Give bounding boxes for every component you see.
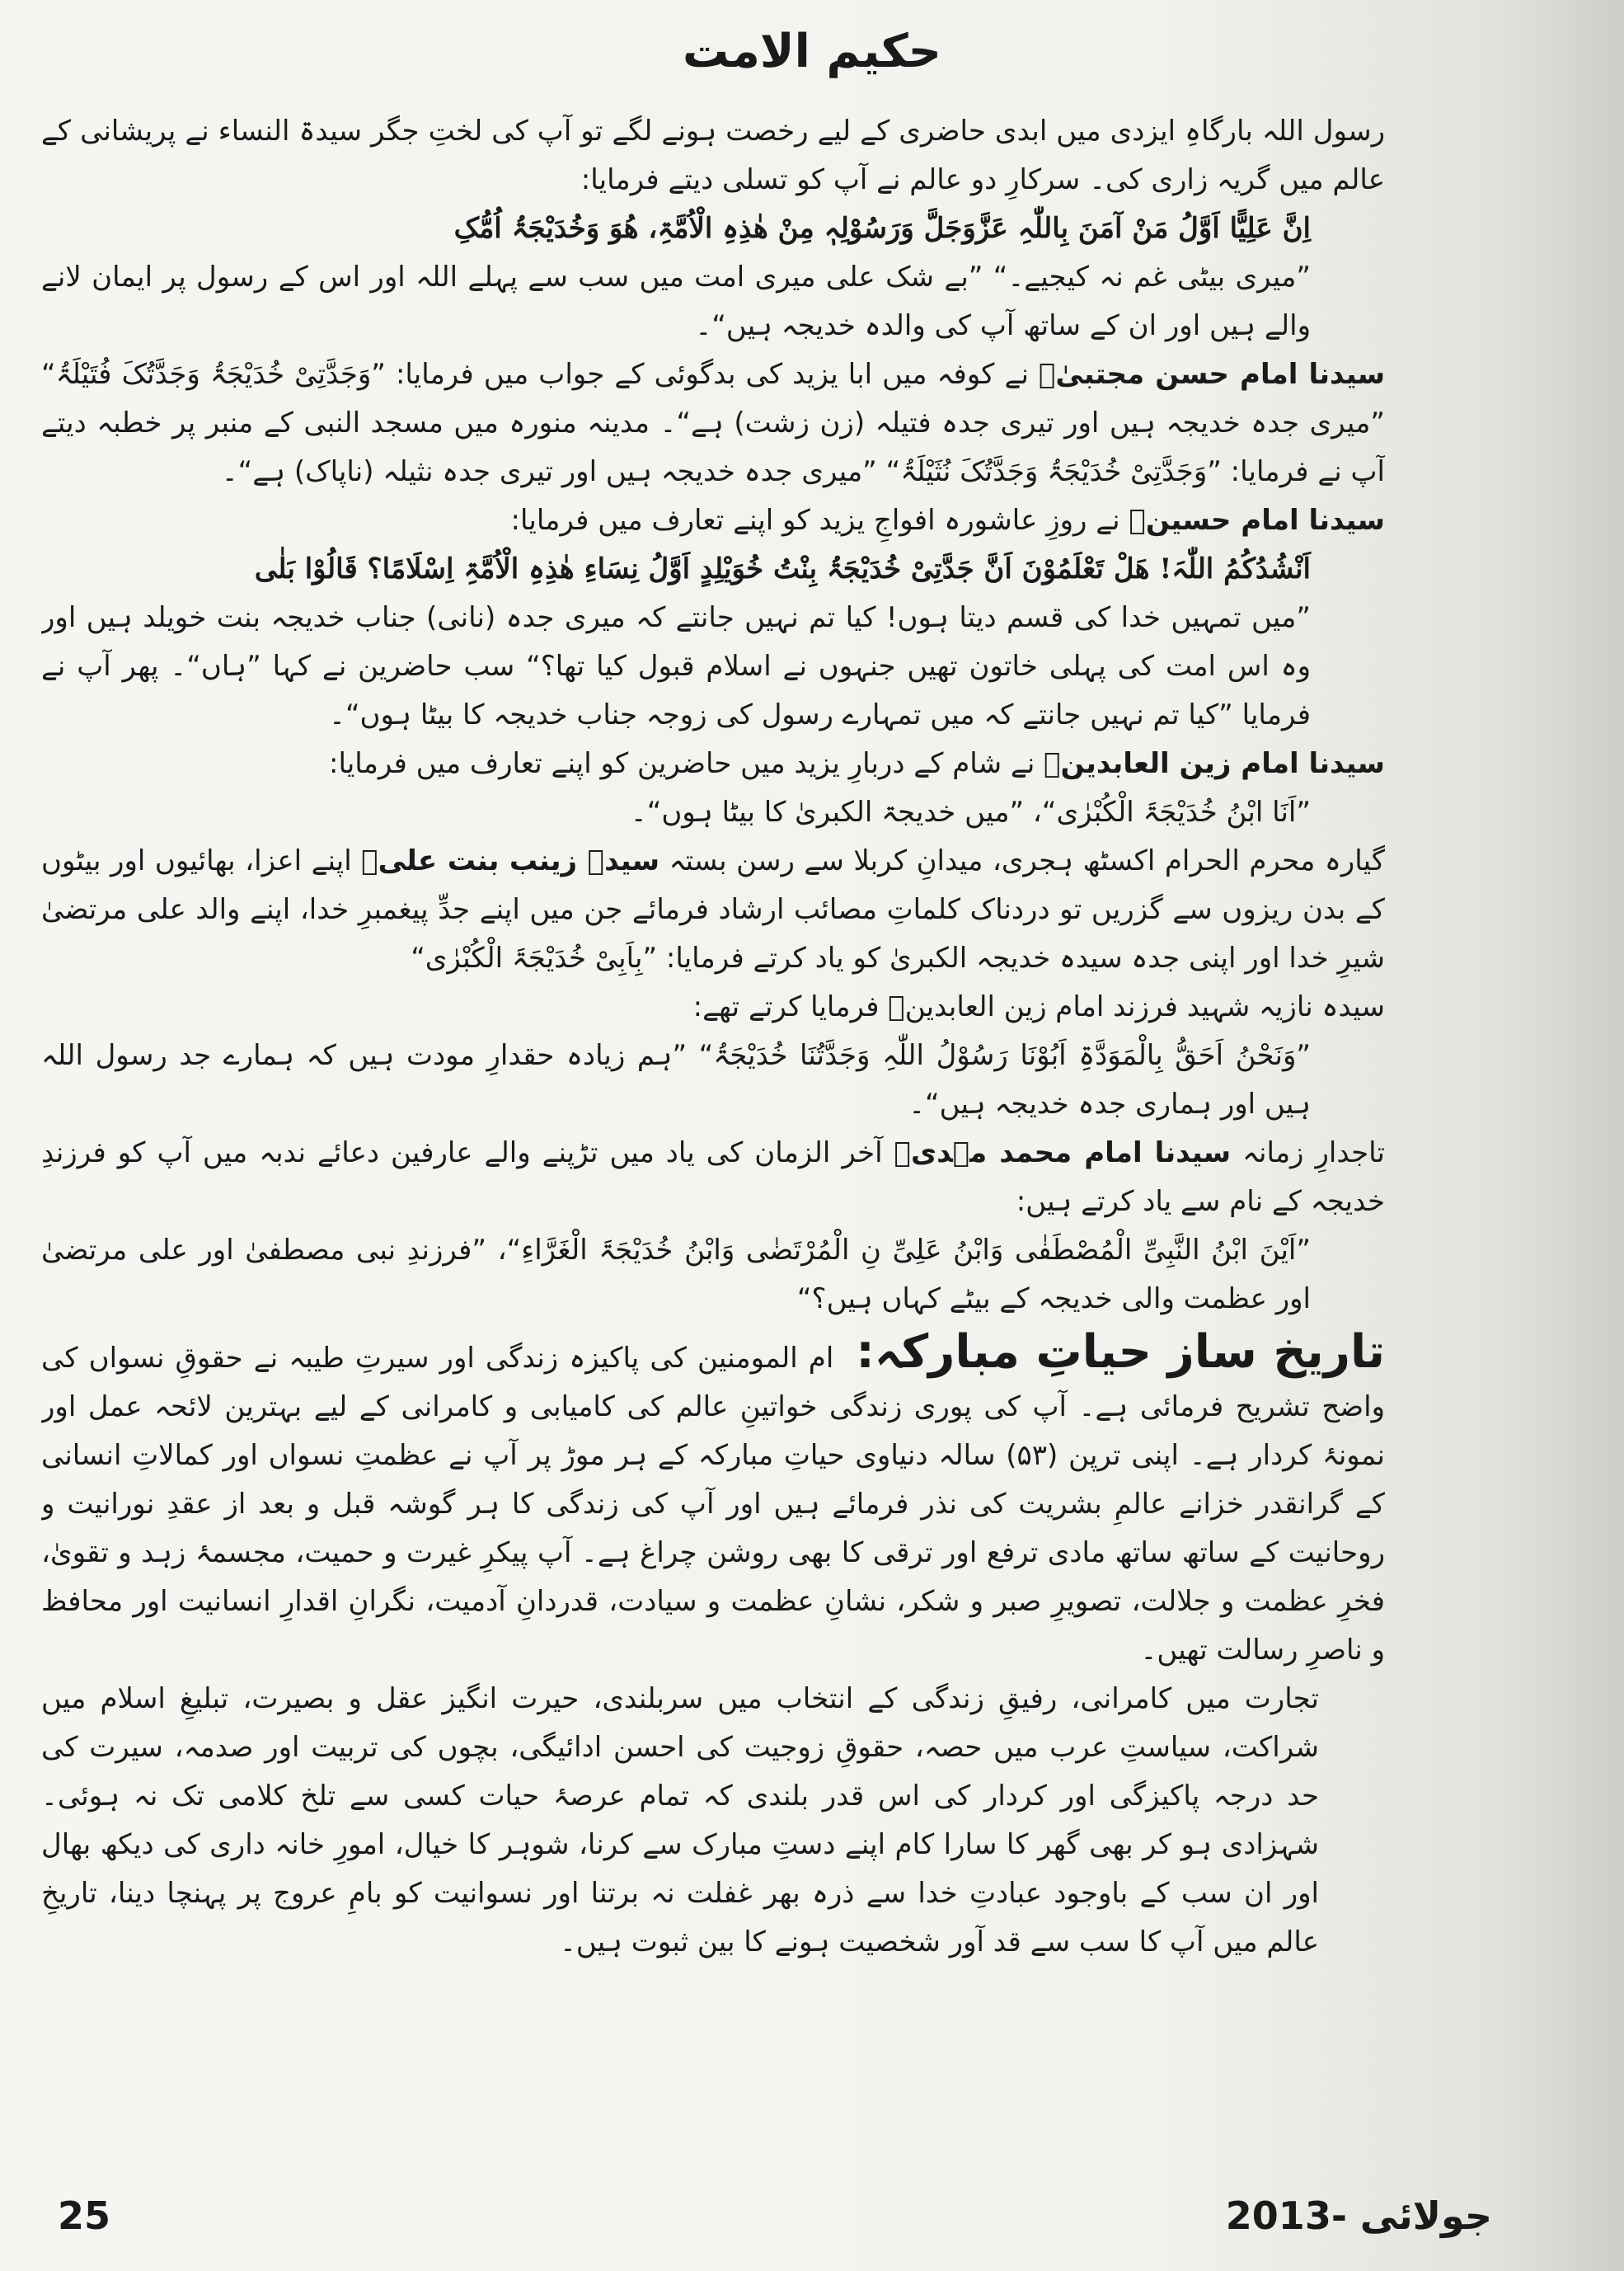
paragraph-imam-zain: نے شام کے دربارِ یزید میں حاضرین کو اپنے تعارف میں فرمایا:	[329, 747, 1035, 780]
issue-date: جولائی -2013	[1225, 2193, 1492, 2238]
paragraph-imam-hussain: نے روزِ عاشورہ افواجِ یزید کو اپنے تعارف میں فرمایا:	[510, 504, 1120, 537]
paragraph-life-2: تجارت میں کامرانی، رفیقِ زندگی کے انتخاب میں سربلندی، حیرت انگیز عقل و بصیرت، تبلیغِ اسلام میں شراکت، سیاستِ عرب میں حصہ، حقوقِ زوجیت کی احسن ادائیگی، بچوں کی تربیت اور صدمہ، سیرت کی حد درجہ پاکیزگی اور کردار کی اس قدر بلندی کہ تمام عرصۂ حیات کسی سے تلخ کلامی تک نہ ہوئی۔ شہزادی ہو کر بھی گھر کا سارا کام اپنے دستِ مبارک سے کرنا، شوہر کا خیال، امورِ خانہ داری کی دیکھ بھال اور ان سب کے باوجود عبادتِ خدا سے ذرہ بھر غفلت نہ برتنا اور نسوانیت کو بامِ عروج پر پہنچا دینا، تاریخِ عالم میں آپ کا سب سے قد آور شخصیت ہونے کا بین ثبوت ہیں۔	[41, 1682, 1319, 1958]
page-number: 25	[58, 2193, 111, 2238]
paragraph-mahdi-b: آخر الزمان کی یاد میں تڑپنے والے عارفین دعائے ندبہ میں آپ کو فرزندِ خدیجہ کے نام سے یاد کرتے ہیں:	[41, 1136, 1385, 1218]
name-imam-mahdi: سیدنا امام محمد مہدیؑ	[894, 1136, 1232, 1169]
section-heading: تاریخ ساز حیاتِ مبارکہ:	[856, 1325, 1385, 1379]
paragraph-zainab-a: گیارہ محرم الحرام اکسٹھ ہجری، میدانِ کربلا سے رسن بستہ	[669, 844, 1385, 877]
speaker-imam-hussain: سیدنا امام حسینؑ	[1129, 504, 1385, 537]
paragraph-intro: رسول اللہ بارگاہِ ایزدی میں ابدی حاضری کے لیے رخصت ہونے لگے تو آپ کی لختِ جگر سیدۃ النساء نے پریشانی کے عالم میں گریہ زاری کی۔ سرکارِ دو عالم نے آپ کو تسلی دیتے فرمایا:	[41, 115, 1385, 196]
page-footer	[33, 2193, 1492, 2243]
speaker-imam-zain: سیدنا امام زین العابدینؑ	[1044, 747, 1385, 780]
speaker-imam-hasan: سیدنا امام حسن مجتبیٰؑ	[1039, 358, 1385, 391]
paragraph-mahdi-a: تاجدارِ زمانہ	[1242, 1136, 1385, 1169]
paragraph-life-1: ام المومنین کی پاکیزہ زندگی اور سیرتِ طیبہ نے حقوقِ نسواں کی واضح تشریح فرمائی ہے۔ آپ کی پوری زندگی خواتینِ عالم کی کامیابی و کامرانی کے لیے بہترین لائحہ عمل اور نمونۂ کردار ہے۔ اپنی ترپن (۵۳) سالہ دنیاوی حیاتِ مبارکہ کے ہر موڑ پر آپ نے عظمتِ نسواں اور کمالاتِ انسانی کے گرانقدر خزانے عالمِ بشریت کی نذر فرمائے ہیں اور آپ کی زندگی کا ہر گوشہ قبل و بعد از عقدِ نورانیت و روحانیت کے ساتھ ساتھ مادی ترفع اور ترقی کا بھی روشن چراغ ہے۔ آپ پیکرِ غیرت و حمیت، مجسمۂ زہد و تقویٰ، فخرِ عظمت و جلالت، تصویرِ صبر و شکر، نشانِ عظمت و سیادت، قدردانِ آدمیت، نگرانِ اقدارِ انسانیت اور محافظ و ناصرِ رسالت تھیں۔	[41, 1342, 1385, 1667]
page-title: حکیم الامت	[682, 25, 942, 78]
paragraph-6: سیدہ نازیہ شہید فرزند امام زین العابدینؑ فرمایا کرتے تھے:	[692, 990, 1385, 1023]
name-sayyida-zainab: سیدہ زینب بنت علیؑ	[361, 844, 660, 877]
paragraph-zainab-b: اپنے اعزا، بھائیوں اور بیٹوں کے بدن ریزوں سے گزریں تو دردناک کلماتِ مصائب ارشاد فرمائے جن میں اپنے جدِّ پیغمبرِ خدا، اپنے والد علی مرتضیٰ شیرِ خدا اور اپنی جدہ سیدہ خدیجہ الکبریٰ کو یاد کرتے فرمایا: ”بِاَبِیْ خُدَیْجَۃَ الْکُبْرٰی“	[41, 844, 1385, 975]
quote-4: ”اَنَا ابْنُ خُدَیْجَۃَ الْکُبْرٰی“، ”میں خدیجۃ الکبریٰ کا بیٹا ہوں“۔	[630, 796, 1311, 829]
quote-6: ”وَنَحْنُ اَحَقُّ بِالْمَوَدَّۃِ اَبُوْنَا رَسُوْلُ اللّٰہِ وَجَدَّتُنَا خُدَیْجَۃُ“ ”ہم زیادہ حقدارِ مودت ہیں کہ ہمارے جد رسول اللہ ہیں اور ہماری جدہ خدیجہ ہیں“۔	[41, 1039, 1311, 1121]
quote-arabic-3: اَنْشُدُکُمُ اللّٰہَ! ھَلْ تَعْلَمُوْنَ اَنَّ جَدَّتِیْ خُدَیْجَۃُ بِنْتُ خُوَیْلِدٍ اَوَّلُ نِسَاءِ ھٰذِہِ الْاُمَّۃِ اِسْلَامًا؟ قَالُوْا بَلٰی	[254, 552, 1311, 585]
quote-urdu-3: ”میں تمہیں خدا کی قسم دیتا ہوں! کیا تم نہیں جانتے کہ میری جدہ (نانی) جناب خدیجہ بنت خویلد ہیں اور وہ اس امت کی پہلی خاتون تھیں جنہوں نے اسلام قبول کیا تھا؟“ سب حاضرین نے کہا ”ہاں“۔ پھر آپ نے فرمایا ”کیا تم نہیں جانتے کہ میں تمہارے رسول کی زوجہ جناب خدیجہ کا بیٹا ہوں“۔	[41, 601, 1311, 731]
quote-arabic-1: اِنَّ عَلِیًّا اَوَّلُ مَنْ آمَنَ بِاللّٰہِ عَزَّوَجَلَّ وَرَسُوْلِہٖ مِنْ ھٰذِہِ الْاُمَّۃِ، ھُوَ وَخُدَیْجَۃُ اُمُّکِ	[453, 212, 1311, 245]
quote-urdu-1: ”میری بیٹی غم نہ کیجیے۔“ ”بے شک علی میری امت میں سب سے پہلے اللہ اور اس کے رسول پر ایمان لانے والے ہیں اور ان کے ساتھ آپ کی والدہ خدیجہ ہیں“۔	[41, 261, 1311, 342]
article-body	[41, 107, 1385, 2144]
quote-7: ”اَیْنَ ابْنُ النَّبِیِّ الْمُصْطَفٰی وَابْنُ عَلِیِّ نِ الْمُرْتَضٰی وَابْنُ خُدَیْجَۃَ الْغَرَّاءِ“، ”فرزندِ نبی مصطفیٰ اور علی مرتضیٰ اور عظمت والی خدیجہ کے بیٹے کہاں ہیں؟“	[41, 1234, 1311, 1315]
paragraph-imam-hasan: نے کوفہ میں ابا یزید کی بدگوئی کے جواب میں فرمایا: ”وَجَدَّتِیْ خُدَیْجَۃُ وَجَدَّتُکَ فُتَیْلَۃُ“ ”میری جدہ خدیجہ ہیں اور تیری جدہ فتیلہ (زن زشت) ہے“۔ مدینہ منورہ میں مسجد النبی کے منبر پر خطبہ دیتے آپ نے فرمایا: ”وَجَدَّتِیْ خُدَیْجَۃُ وَجَدَّتُکَ نُثَیْلَۃُ“ ”میری جدہ خدیجہ ہیں اور تیری جدہ نثیلہ (ناپاک) ہے“۔	[41, 358, 1385, 488]
